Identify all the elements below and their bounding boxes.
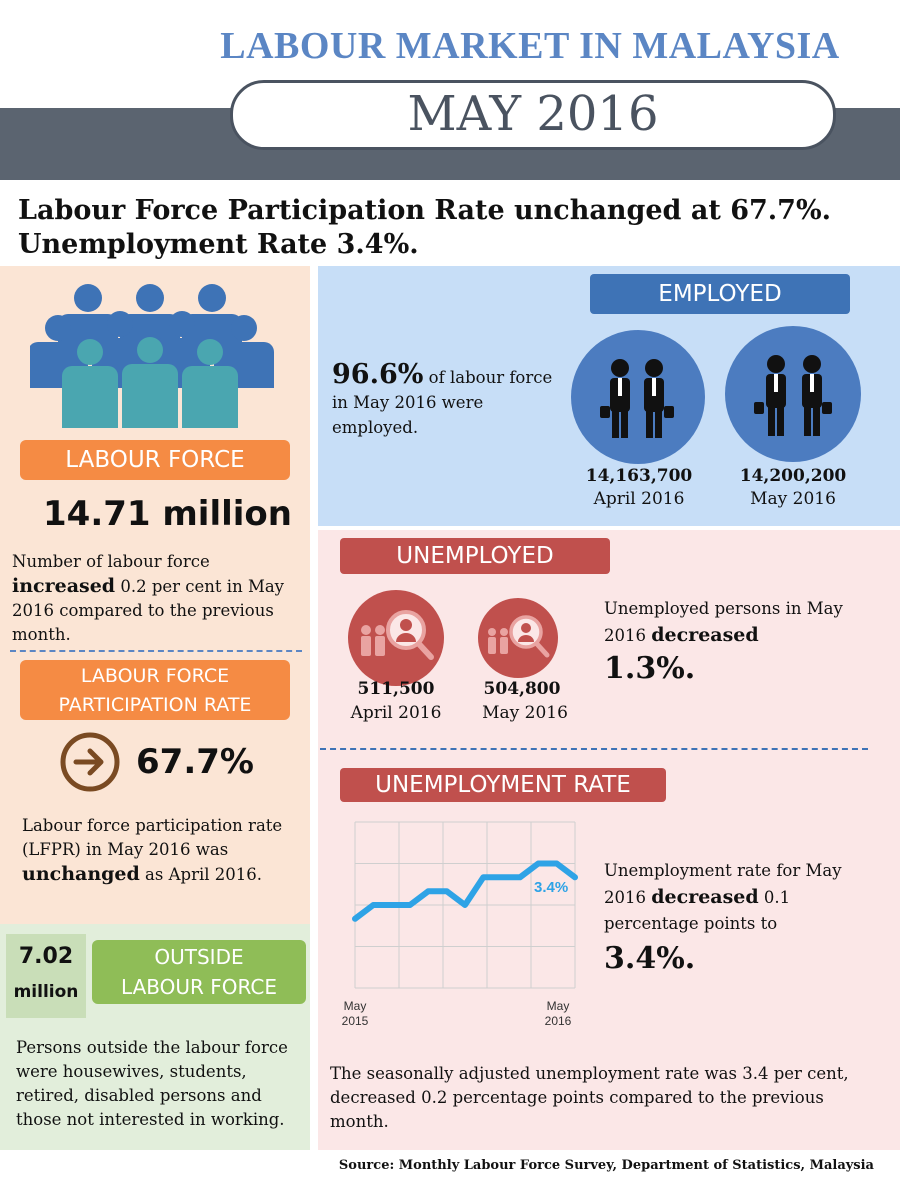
unemp-desc-big: 1.3%.: [604, 651, 696, 686]
chart-point: [573, 875, 578, 880]
unemployed-april-label: April 2016: [350, 703, 442, 723]
ur-desc-post: 0.1 percentage points to: [604, 888, 791, 933]
headline: [18, 194, 831, 262]
lfpr-label: [20, 660, 290, 720]
source-note: Source: Monthly Labour Force Survey, Department of Statistics, Malaysia: [338, 1158, 874, 1173]
period-label: MAY 2016: [407, 86, 659, 142]
outside-labour-force-value: 7.02: [18, 944, 74, 969]
outside-labour-force-label: [92, 940, 306, 1004]
lfpr-desc-pre: Labour force participation rate (LFPR) in May 2016 was: [22, 816, 283, 859]
lfpr-desc-bold: unchanged: [22, 863, 140, 885]
lfpr-desc-post: as April 2016.: [139, 865, 262, 884]
job-search-icon: [356, 600, 436, 676]
seasonally-adjusted-note: The seasonally adjusted unemployment rate was 3.4 per cent, decreased 0.2 percentage points compared to the previous month.: [330, 1064, 849, 1131]
lfpr-value: 67.7%: [136, 742, 254, 782]
chart-point: [554, 861, 559, 866]
people-group-icon: [30, 280, 280, 430]
unemployed-description: [604, 596, 884, 689]
chart-point: [444, 889, 449, 894]
olf-label-line-2: LABOUR FORCE: [120, 975, 278, 999]
chart-point: [481, 875, 486, 880]
lf-desc-pre: Number of labour force: [12, 552, 210, 571]
chart-point: [518, 875, 523, 880]
unemployed-label: UNEMPLOYED: [340, 538, 610, 574]
x-tick-start-year: 2015: [341, 1014, 369, 1028]
employed-description: [332, 359, 562, 440]
employed-may-value: 14,200,200: [739, 466, 847, 486]
labour-force-value: 14.71 million: [43, 494, 292, 534]
unemp-desc-pre: Unemployed persons in May 2016: [604, 599, 843, 645]
labour-force-label: LABOUR FORCE: [20, 440, 290, 480]
lfpr-label-line-2: PARTICIPATION RATE: [58, 694, 252, 716]
chart-point: [408, 903, 413, 908]
chart-end-label: 3.4%: [534, 879, 569, 896]
ur-desc-pre: Unemployment rate for May 2016: [604, 861, 842, 907]
x-tick-end-month: May: [546, 999, 570, 1013]
lf-desc-bold: increased: [12, 575, 116, 597]
chart-point: [536, 861, 541, 866]
page-title: LABOUR MARKET IN MALAYSIA: [220, 25, 840, 67]
chart-point: [389, 903, 394, 908]
workers-icon: [746, 346, 842, 442]
lfpr-description: [22, 814, 292, 887]
chart-point: [426, 889, 431, 894]
divider: [320, 748, 868, 750]
unemployment-rate-chart: [340, 810, 590, 1030]
unemp-desc-bold: decreased: [651, 624, 759, 646]
employed-desc-post: of labour force in May 2016 were employed.: [332, 368, 553, 437]
unemployment-rate-description: [604, 858, 884, 981]
chart-point: [353, 916, 358, 921]
employed-may-label: May 2016: [750, 489, 836, 509]
chart-point: [499, 875, 504, 880]
divider: [10, 650, 302, 652]
arrow-right-circle-icon: [58, 730, 122, 794]
ur-desc-big: 3.4%.: [604, 941, 696, 976]
unemployment-rate-label: UNEMPLOYMENT RATE: [340, 768, 666, 802]
employed-april-value: 14,163,700: [585, 466, 693, 486]
lf-desc-post: 0.2 per cent in May 2016 compared to the previous month.: [12, 577, 284, 644]
outside-labour-force-unit: million: [13, 982, 79, 1002]
olf-label-line-1: OUTSIDE: [154, 945, 244, 969]
job-search-icon: [484, 606, 554, 672]
labour-force-description: [12, 550, 302, 647]
x-tick-end-year: 2016: [544, 1014, 572, 1028]
chart-point: [463, 903, 468, 908]
headline-line-2: Unemployment Rate 3.4%.: [18, 229, 419, 260]
unemployed-may-value: 504,800: [483, 679, 561, 699]
chart-point: [371, 903, 376, 908]
headline-line-1: Labour Force Participation Rate unchanged at 67.7%.: [18, 195, 832, 226]
employed-april-label: April 2016: [593, 489, 685, 509]
outside-labour-force-description: Persons outside the labour force were housewives, students, retired, disabled persons and those not interested in working.: [16, 1038, 288, 1129]
lfpr-label-line-1: LABOUR FORCE: [80, 665, 230, 687]
unemployed-may-label: May 2016: [482, 703, 568, 723]
ur-desc-bold: decreased: [651, 886, 759, 908]
workers-icon: [592, 350, 684, 442]
employed-label: EMPLOYED: [590, 274, 850, 314]
unemployed-april-value: 511,500: [357, 679, 435, 699]
x-tick-start-month: May: [343, 999, 367, 1013]
employed-pct: 96.6%: [332, 359, 424, 390]
